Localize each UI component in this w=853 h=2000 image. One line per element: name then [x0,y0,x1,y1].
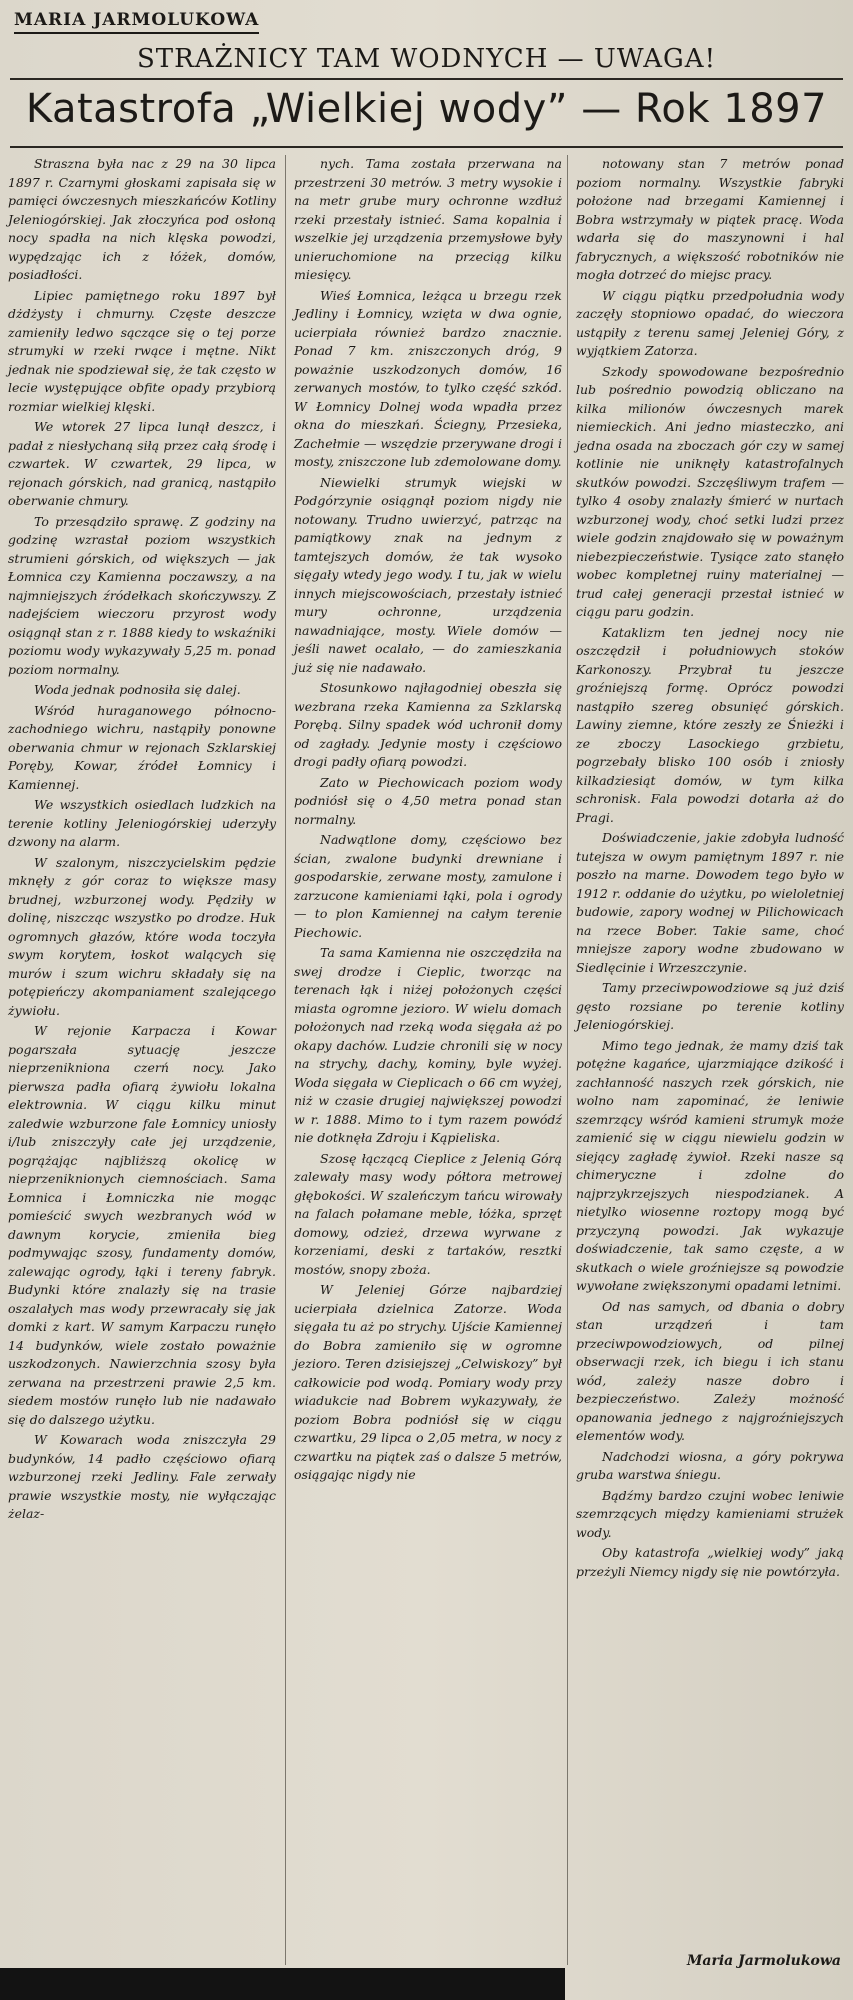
article-paragraph: W Kowarach woda zniszczyła 29 budynków, 14 padło częściowo ofiarą wzburzonej rzeki Jedliny. Fale zerwały prawie wszystkie mosty, nie wyłączając żelaz- [8,1432,276,1521]
article-paragraph: Nadchodzi wiosna, a góry pokrywa gruba warstwa śniegu. [576,1448,844,1482]
header-rule-top [10,78,843,80]
article-paragraph: W rejonie Karpacza i Kowar pogarszała sytuację jeszcze nieprzenikniona czerń nocy. Jako pierwsza padła ofiarą żywiołu lokalna elektrownia. W ciągu kilku minut zaledwie wzburzone fale Łomnicy uniosły i/lub zniszczyły całe jej urządzenie, pogrążając najbliższą okolicę w nieprzeniknionych ciemnościach. Sama Łomnica i Łomniczka nie mogąc pomieścić swych wezbranych wód w dawnym korycie, zmieniła bieg podmywając szosy, fundamenty domów, zalewając ogrody, łąki i tereny fabryk. Budynki które znalazły się na trasie oszalałych mas wody przewracały się jak domki z kart. W samym Karpaczu runęło 14 budynków, wiele zostało poważnie uszkodzonych. Nawierzchnia szosy była zerwana na przestrzeni prawie 2,5 km. siedem mostów runęło lub nie nadawało się do dalszego użytku. [8,1023,276,1427]
article-paragraph: Stosunkowo najłagodniej obeszła się wezbrana rzeka Kamienna za Szklarską Porębą. Silny spadek wód uchronił domy od zagłady. Jedynie mosty i częściowo drogi padły ofiarą powodzi. [294,680,562,769]
bottom-black-bar [0,1968,565,2000]
article-paragraph: Nadwątlone domy, częściowo bez ścian, zwalone budynki drewniane i gospodarskie, zerwane mosty, zamulone i zarzucone kamieniami łąki, pola i ogrody — to plon Kamiennej na całym terenie Piechowic. [294,832,562,940]
article-paragraph: Ta sama Kamienna nie oszczędziła na swej drodze i Cieplic, tworząc na terenach łąk i niżej położonych części miasta ogromne jezioro. W wielu domach położonych nad rzeką woda sięgała aż po okapy dachów. Ludzie chronili się w nocy na strychy, dachy, kominy, byle wyżej. Woda sięgała w Cieplicach o 66 cm wyżej, niż w czasie drugiej największej powodzi w r. 1888. Mimo to i tym razem powódź nie dotknęła Zdroju i Kąpieliska. [294,945,562,1145]
header-rule-bottom [10,146,843,148]
article-paragraph: We wszystkich osiedlach ludzkich na terenie kotliny Jeleniogórskiej uderzyły dzwony na alarm. [8,797,276,849]
article-column-3 [576,155,844,1583]
article-title: Katastrofa „Wielkiej wody” — Rok 1897 [25,86,828,132]
article-paragraph: nych. Tama została przerwana na przestrzeni 30 metrów. 3 metry wysokie i na metr grube mury ochronne wzdłuż rzeki przestały istnieć. Sama kopalnia i wszelkie jej urządzenia przemysłowe były unieruchomione na przeciąg kilku miesięcy. [294,156,562,282]
article-paragraph: W ciągu piątku przedpołudnia wody zaczęły stopniowo opadać, do wieczora ustąpiły z terenu samej Jeleniej Góry, z wyjątkiem Zatorza. [576,287,844,358]
article-paragraph: Straszna była nac z 29 na 30 lipca 1897 r. Czarnymi głoskami zapisała się w pamięci ówczesnych mieszkańców Kotliny Jeleniogórskiej. Jak złoczyńca pod osłoną nocy spadła na nich klęska powodzi, wypędzając ich z łóżek, domów, posiadłości. [8,156,276,282]
article-paragraph: Woda jednak podnosiła się dalej. [34,682,241,697]
article-paragraph: Od nas samych, od dbania o dobry stan urządzeń i tam przeciwpowodziowych, od pilnej obserwacji rzek, ich biegu i ich stanu wód, zależy nasze dobro i bezpieczeństwo. Zależy możność opanowania jednego z najgroźniejszych elementów wody. [576,1298,844,1443]
article-paragraph: Niewielki strumyk wiejski w Podgórzynie osiągnął poziom nigdy nie notowany. Trudno uwierzyć, patrząc na pamiątkowy znak na jednym z tamtejszych domów, że tak wysoko sięgały wtedy jego wody. I tu, jak w wielu innych miejscowościach, przestały istnieć mury ochronne, urządzenia nawadniające, mosty. Wiele domów — jeśli nawet ocalało, — do zamieszkania już się nie nadawało. [294,474,562,675]
article-paragraph: Tamy przeciwpowodziowe są już dziś gęsto rozsiane po terenie kotliny Jeleniogórskiej. [576,980,844,1032]
headline: STRAŻNICY TAM WODNYCH — UWAGA! [136,44,717,74]
article-paragraph: Lipiec pamiętnego roku 1897 był dżdżysty i chmurny. Częste deszcze zamieniły ledwo sączące się o tej porze strumyki w rzeki rwące i mętne. Nikt jednak nie spodziewał się, że tak często w lecie występujące obfite opady przybiorą rozmiar wielkiej klęski. [8,287,276,414]
article-column-1 [8,155,276,1526]
article-paragraph: We wtorek 27 lipca lunął deszcz, i padał z niesłychaną siłą przez całą środę i czwartek. W czwartek, 29 lipca, w rejonach górskich, nad granicą, nastąpiło oberwanie chmury. [8,419,276,508]
article-paragraph: To przesądziło sprawę. Z godziny na godzinę wzrastał poziom wszystkich strumieni górskich, od większych — jak Łomnica czy Kamienna poczawszy, a na najmniejszych źródełkach skończywszy. Z nadejściem wieczoru przyrost wody osiągnął stan z r. 1888 kiedy to wskaźniki poziomu wody wykazywały 5,25 m. ponad poziom normalny. [8,513,276,677]
article-paragraph: W szalonym, niszczycielskim pędzie mknęły z gór coraz to większe masy brudnej, wzburzonej wody. Pędziły w dolinę, niszcząc wszystko po drodze. Huk ogromnych głazów, które woda toczyła swym korytem, łoskot walących się murów i szum wichru składały się na potępieńczy akompaniament szalejącego żywiołu. [8,854,276,1018]
article-column-2 [294,155,562,1487]
article-paragraph: Wieś Łomnica, leżąca u brzegu rzek Jedliny i Łomnicy, wzięta w dwa ognie, ucierpiała również bardzo znacznie. Ponad 7 km. zniszczonych dróg, 9 poważnie uszkodzonych domów, 16 zerwanych mostów, to tylko część szkód. W Łomnicy Dolnej woda wpadła przez okna do mieszkań. Ściegny, Przesieka, Zachełmie — wszędzie przerywane drogi i mosty, zniszczone lub zdemolowane domy. [294,287,562,469]
column-divider [567,155,568,1965]
article-paragraph: Szosę łączącą Cieplice z Jelenią Górą zalewały masy wody półtora metrowej głębokości. W szaleńczym tańcu wirowały na falach połamane meble, łóżka, sprzęt domowy, odzież, drzewa wyrwane z korzeniami, deski z tartaków, resztki mostów, snopy zboża. [294,1150,562,1277]
article-paragraph: Bądźmy bardzo czujni wobec leniwie szemrzących między kamieniami strużek wody. [576,1487,844,1540]
article-paragraph: Kataklizm ten jednej nocy nie oszczędził i południowych stoków Karkonoszy. Przybrał tu jeszcze groźniejszą formę. Oprócz powodzi nastąpiło szereg obsunięć górskich. Lawiny ziemne, które zeszły ze Śnieżki i ze zboczy Lasockiego grzbietu, pogrzebały blisko 100 osób i zniosły kilkadziesiąt domów, w tym kilka schronisk. Fala powodzi dotarła aż do Pragi. [576,624,844,825]
article-paragraph: Wśród huraganowego północno-zachodniego wichru, nastąpiły ponowne oberwania chmur w rejonach Szklarskiej Poręby, Kowar, źródeł Łomnicy i Kamiennej. [8,702,276,792]
article-paragraph: W Jeleniej Górze najbardziej ucierpiała dzielnica Zatorze. Woda sięgała tu aż po strychy. Ujście Kamiennej do Bobra zamieniło się w ogromne jezioro. Teren dzisiejszej „Celwiskozy” był całkowicie pod wodą. Pomiary wody przy wiadukcie nad Bobrem wykazywały, że poziom Bobra podniósł się w ciągu czwartku, 29 lipca o 2,05 metra, w nocy z czwartku na piątek zaś o dalsze 5 metrów, osiągając nigdy nie [294,1282,562,1482]
article-paragraph: Oby katastrofa „wielkiej wody” jaką przeżyli Niemcy nigdy się nie powtórzyła. [576,1545,844,1579]
article-paragraph: Mimo tego jednak, że mamy dziś tak potężne kagańce, ujarzmiające dzikość i zachłanność naszych rzek górskich, nie wolno nam zapominać, że leniwie szemrzący wśród kamieni strumyk może zamienić się w ciągu niewielu godzin w siejący zagładę żywioł. Rzeki nasze są chimeryczne i zdolne do najprzykrzejszych niespodzianek. A nietylko wiosenne roztopy mogą być przyczyną powodzi. Jak wykazuje doświadczenie, tak samo częste, a w skutkach o wiele groźniejsze są powodzie wywołane zwiększonymi opadami letnimi. [576,1037,844,1293]
article-paragraph: Doświadczenie, jakie zdobyła ludność tutejsza w owym pamiętnym 1897 r. nie poszło na marne. Dowodem tego było w 1912 r. oddanie do użytku, po wieloletniej budowie, zapory wodnej w Pilichowicach na rzece Bober. Takie same, choć mniejsze zapory wodne zbudowano w Siedlęcinie i Wrzeszczynie. [576,830,844,975]
author-header: MARIA JARMOLUKOWA [14,10,259,34]
article-paragraph: Zato w Piechowicach poziom wody podniósł się o 4,50 metra ponad stan normalny. [294,774,562,827]
article-signature: Maria Jarmolukowa [686,1953,841,1969]
article-paragraph: Szkody spowodowane bezpośrednio lub pośrednio powodzią obliczano na kilka milionów ówczesnych marek niemieckich. Ani jedno miasteczko, ani jedna osada na zboczach gór czy w samej kotlinie nie uniknęły katastrofalnych skutków powodzi. Szczęśliwym trafem — tylko 4 osoby znalazły śmierć w nurtach wzburzonej wody, choć setki ludzi przez wiele godzin znajdowało się w poważnym niebezpieczeństwie. Tysiące zato stanęło wobec kompletnej ruiny materialnej — trud całej generacji przestał istnieć w ciągu paru godzin. [576,363,844,619]
column-divider [285,155,286,1965]
article-paragraph: notowany stan 7 metrów ponad poziom normalny. Wszystkie fabryki położone nad brzegami Kamiennej i Bobra wstrzymały w piątek pracę. Woda wdarła się do maszynowni i hal fabrycznych, a większość robotników nie mogła dotrzeć do miejsc pracy. [576,156,844,282]
